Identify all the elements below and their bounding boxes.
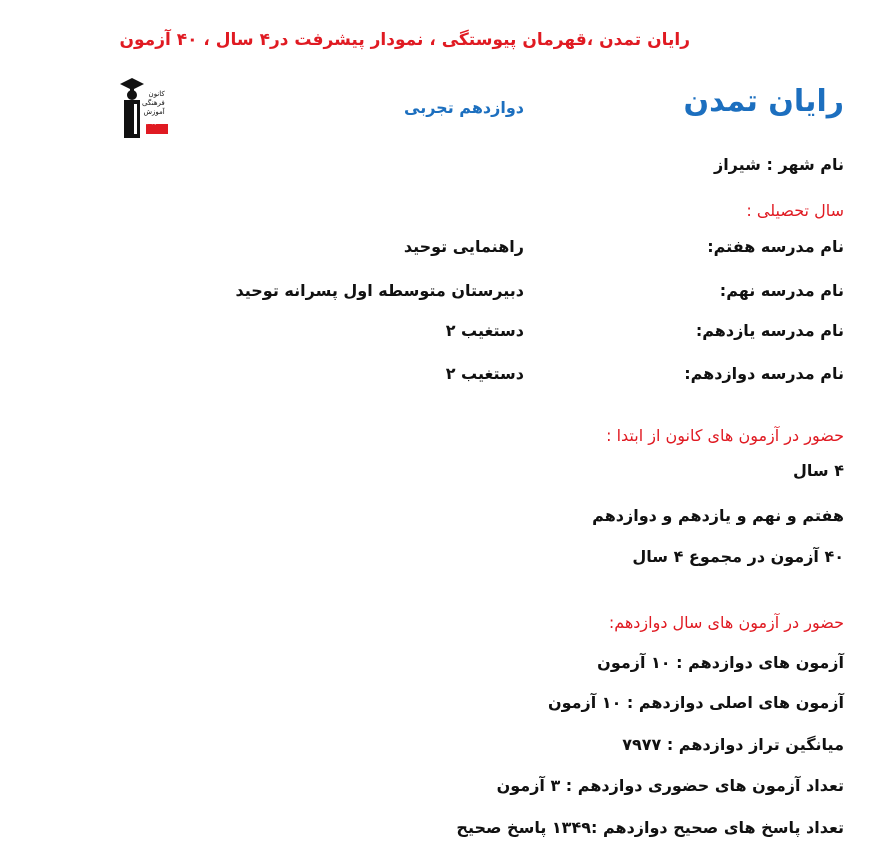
grade12-heading: حضور در آزمون های سال دوازدهم: [608, 613, 844, 632]
logo-text-line: فرهنگی [142, 99, 165, 107]
grade12-line: تعداد آزمون های حضوری دوازدهم : ۳ آزمون [496, 776, 844, 795]
student-name: رایان تمدن [683, 84, 844, 119]
city-line: نام شهر : شیراز [713, 155, 844, 174]
attendance-line: هفتم و نهم و یازدهم و دوازدهم [592, 506, 844, 525]
attendance-line: ۴۰ آزمون در مجموع ۴ سال [632, 547, 844, 566]
school-label-11: نام مدرسه یازدهم: [695, 321, 844, 340]
page-header-title: رایان تمدن ،قهرمان پیوستگی ، نمودار پیشرفت در۴ سال ، ۴۰ آزمون [119, 30, 690, 50]
grade-track: دوازدهم تجربی [404, 98, 524, 117]
school-value-11: دستغیب ۲ [445, 321, 524, 340]
attendance-line: ۴ سال [793, 461, 844, 480]
school-value-7: راهنمایی توحید [403, 237, 524, 256]
school-label-7: نام مدرسه هفتم: [707, 237, 844, 256]
grade12-line: میانگین تراز دوازدهم : ۷۹۷۷ [622, 735, 844, 754]
school-value-12: دستغیب ۲ [445, 364, 524, 383]
school-label-12: نام مدرسه دوازدهم: [684, 364, 844, 383]
logo-text-line: کانون [148, 90, 165, 98]
kanoon-logo [114, 76, 170, 140]
logo-text-line: آموزش [143, 108, 165, 116]
grade12-line: تعداد پاسخ های صحیح دوازدهم :۱۳۴۹ پاسخ صحیح [456, 818, 844, 837]
school-value-9: دبیرستان متوسطه اول پسرانه توحید [235, 281, 524, 300]
academic-year-label: سال تحصیلی : [746, 201, 844, 220]
attendance-heading: حضور در آزمون های کانون از ابتدا : [606, 426, 844, 445]
grade12-line: آزمون های دوازدهم : ۱۰ آزمون [597, 653, 844, 672]
grade12-line: آزمون های اصلی دوازدهم : ۱۰ آزمون [547, 693, 844, 712]
school-label-9: نام مدرسه نهم: [719, 281, 844, 300]
logo-text-line: قلم‌چی [144, 117, 165, 125]
